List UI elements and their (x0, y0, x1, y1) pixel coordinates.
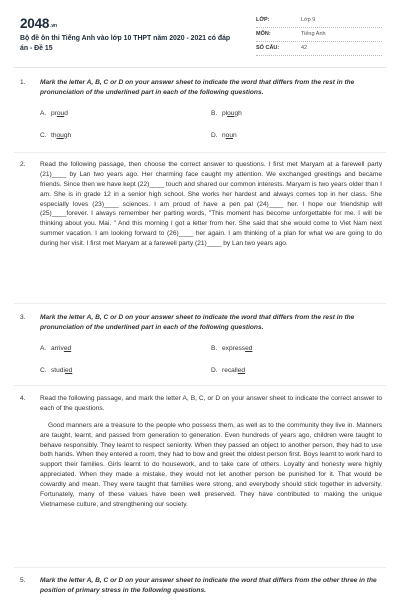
option-letter: D. (211, 131, 218, 139)
header-divider (14, 67, 386, 68)
option-letter: D. (211, 366, 218, 374)
question-prompt: Read the following passage, and mark the letter A, B, C, or D on your answer sheet to indicate the correct answer to each of the questions. (40, 395, 382, 412)
question-number: 5. (20, 577, 26, 584)
option-text: th (51, 131, 57, 139)
option-text: gh (63, 131, 72, 139)
document-header (20, 14, 382, 60)
meta-class-label: LỚP: (256, 17, 270, 23)
option-text: studi (51, 366, 65, 374)
document-meta (256, 16, 382, 58)
question-number: 1. (20, 79, 26, 86)
underlined-part: ed (245, 344, 253, 352)
underlined-part: ed (64, 366, 73, 374)
option-text: arriv (51, 344, 64, 352)
question-4 (20, 394, 382, 510)
option-text: recall (222, 366, 238, 374)
underlined-part: ou (225, 131, 234, 139)
option-a[interactable] (40, 344, 71, 353)
meta-count-row (256, 44, 382, 56)
option-text: n (222, 131, 226, 139)
option-b[interactable] (211, 109, 242, 118)
meta-subject-value: Tiếng Anh (301, 31, 326, 37)
question-divider (14, 567, 386, 568)
option-d[interactable] (211, 366, 245, 375)
logo-suffix: .vn (50, 23, 57, 29)
meta-class-value: Lớp 9 (301, 17, 316, 23)
question-divider (14, 303, 386, 304)
meta-subject-row (256, 30, 382, 42)
option-text: express (222, 344, 246, 352)
question-passage: Read the following passage, then choose the correct answer to questions. I first met Maryam at a farewell party (21)____ by Lan two years ago. Her charming face caught my attention. We exchanged greetings and became friends. Since then we have kept (22)____ touch and shared our common interests. Maryam is two years older than I am. She is in grade 12 in a senior high school. She works her hardest and always comes top in her class. She especially loves (23)____ sciences. I am proud of have a pen pal (24)____ her. I hope our friendship will (25)____forever. I always remember her parting words, "This moment has become unforgettable for me. I will be thinking about you. Mai. " And this morning I got a letter from her. She said that she would come to Viet Nam next summer vacation. I am looking forward to (26)____ her again. I am thinking of a plan for what we are going to do during her visit. I first met Maryam at a farewell party (21)____ by Lan two years ago. (40, 161, 382, 248)
question-divider (14, 152, 386, 153)
site-logo[interactable] (20, 14, 57, 33)
underlined-part: ou (227, 109, 235, 117)
meta-class-row (256, 16, 382, 28)
document-title: Bộ đề ôn thi Tiếng Anh vào lớp 10 THPT năm 2020 - 2021 có đáp án - Đề 15 (20, 35, 231, 52)
option-letter: C. (40, 131, 47, 139)
question-3 (20, 313, 382, 390)
question-instruction: Mark the letter A, B, C or D on your answer sheet to indicate the word that differs from the rest in the pronunciation of the underlined part in each of the following questions. (40, 314, 355, 331)
option-a[interactable] (40, 109, 68, 118)
question-number: 4. (20, 395, 26, 402)
option-text: pr (51, 109, 57, 117)
option-letter: B. (211, 109, 218, 117)
answer-options (40, 109, 382, 155)
option-text: d (64, 109, 68, 117)
option-letter: B. (211, 344, 218, 352)
answer-options (40, 344, 382, 390)
option-c[interactable] (40, 366, 72, 375)
question-number: 2. (20, 161, 26, 168)
option-c[interactable] (40, 131, 71, 140)
logo-text: 2048 (20, 16, 50, 31)
question-instruction: Mark the letter A, B, C or D on your answer sheet to indicate the word that differs from the other three in the position of primary stress in the following questions. (40, 577, 377, 594)
option-letter: A. (40, 344, 47, 352)
question-number: 3. (20, 314, 26, 321)
question-5 (20, 576, 382, 596)
option-text: n (233, 131, 237, 139)
question-instruction: Mark the letter A, B, C or D on your answer sheet to indicate the word that differs from the rest in the pronunciation of the underlined part in each of the following questions. (40, 79, 355, 96)
option-b[interactable] (211, 344, 252, 353)
underlined-part: ou (56, 109, 65, 117)
option-text: pl (222, 109, 228, 117)
meta-subject-label: MÔN: (256, 31, 271, 37)
question-divider (14, 385, 386, 386)
meta-count-label: SỐ CÂU: (256, 45, 280, 51)
option-d[interactable] (211, 131, 237, 140)
reading-passage: Good manners are a treasure to the people who possess them, as well as to the community they live in. Manners are taught, learnt, and passed from generation to generation. Even hundreds of years ago, children were taught to behave responsibly. They learnt to respect seniority. When they passed an object to another person, they had to use both hands. When they entered a room, they had to bow and greet the oldest person first. Boys learnt to work hard to support their families. Girls learnt to do housework, and to take care of others. Loyalty and honesty were highly appreciated. When they made a mistake, they would not let another person be punished for it. That would be cowardly and mean. They were taught that families were strong, and everybody should stick together in adversity. Fortunately, many of these values have been well preserved. They have contributed to making the unique Vietnamese culture, and strengthening our society. (40, 421, 382, 508)
option-letter: C. (40, 366, 47, 374)
meta-count-value: 42 (301, 45, 308, 51)
question-1 (20, 78, 382, 155)
question-2 (20, 160, 382, 249)
option-letter: A. (40, 109, 47, 117)
underlined-part: ed (63, 344, 72, 352)
option-text: gh (234, 109, 242, 117)
underlined-part: ed (237, 366, 246, 374)
underlined-part: ou (56, 131, 64, 139)
